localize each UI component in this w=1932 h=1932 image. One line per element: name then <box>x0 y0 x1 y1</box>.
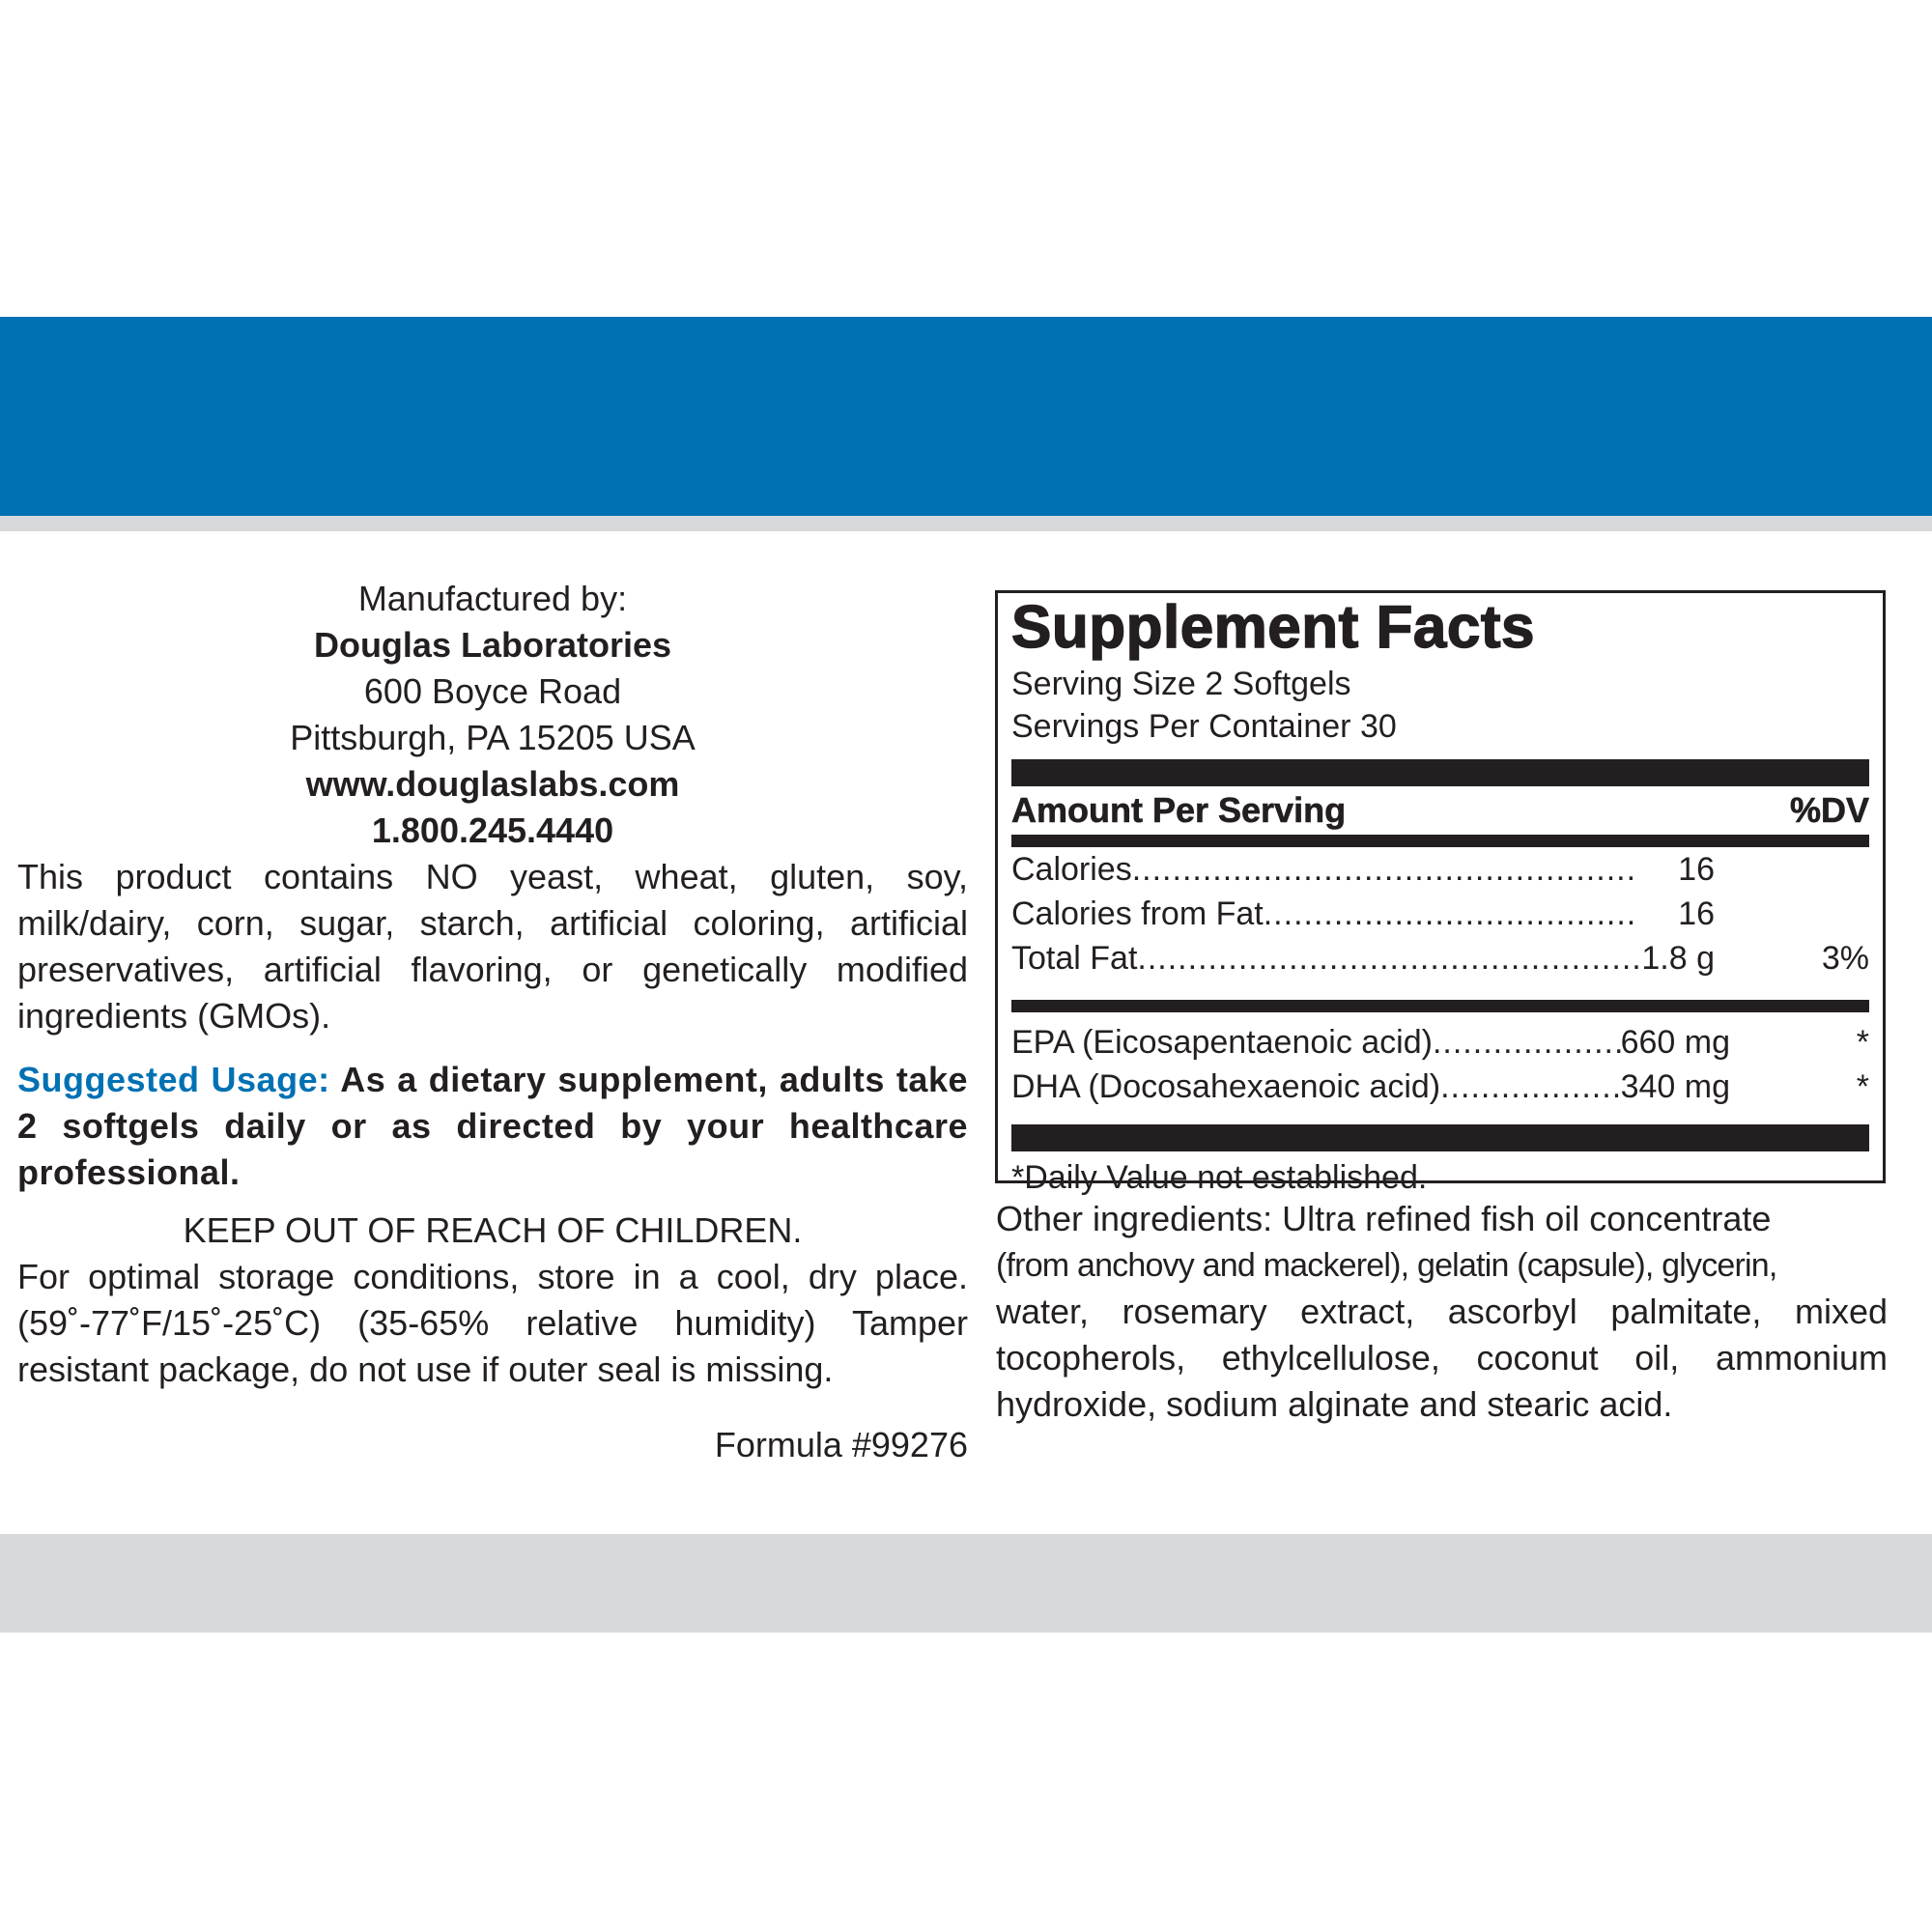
facts-row-amount: 16 <box>1678 851 1715 888</box>
facts-row-dv: 3% <box>1821 940 1869 977</box>
facts-row-dv: * <box>1856 1068 1869 1105</box>
facts-row-leader <box>1433 1020 1621 1065</box>
dv-header: %DV <box>1789 790 1869 830</box>
supplement-facts-panel <box>995 590 1886 1196</box>
facts-row-name: Calories <box>1011 851 1132 888</box>
facts-row-amount: 340 mg <box>1620 1068 1730 1105</box>
facts-row-total-fat <box>1011 936 1869 980</box>
facts-row-epa <box>1011 1020 1869 1065</box>
storage-instructions: For optimal storage conditions, store in a cool, dry place. (59˚-77˚F/15˚-25˚C) (35-65% relative humidity) Tamper resistant package, do not use if outer seal is missing. <box>17 1257 968 1389</box>
facts-row-leader <box>1264 892 1639 936</box>
manufacturer-address-line1: 600 Boyce Road <box>363 671 622 711</box>
footer-band <box>0 1534 1932 1633</box>
manufacturer-company: Douglas Laboratories <box>313 625 672 665</box>
facts-row-leader <box>1137 936 1639 980</box>
facts-divider-thick <box>1011 759 1869 786</box>
facts-row-leader <box>1132 847 1639 892</box>
child-warning: KEEP OUT OF REACH OF CHILDREN. <box>183 1210 803 1250</box>
manufacturer-label: Manufactured by: <box>357 579 628 618</box>
other-ingredients-rest: water, rosemary extract, ascorbyl palmitate, mixed tocopherols, ethylcellulose, coconut oil, ammonium hydroxide, sodium alginate and stearic acid. <box>996 1292 1888 1424</box>
facts-row-amount: 16 <box>1678 895 1715 932</box>
facts-row-amount: 660 mg <box>1620 1024 1730 1061</box>
suggested-usage-label: Suggested Usage: <box>17 1060 330 1099</box>
facts-row-calories-from-fat <box>1011 892 1869 936</box>
facts-divider-bottom <box>1011 1124 1869 1151</box>
amount-per-serving-header: Amount Per Serving <box>1011 790 1347 830</box>
formula-number: Formula #99276 <box>714 1425 968 1464</box>
facts-row-dv: * <box>1856 1024 1869 1061</box>
servings-per-container: Servings Per Container 30 <box>1011 708 1397 745</box>
facts-row-dha <box>1011 1065 1869 1109</box>
serving-size: Serving Size 2 Softgels <box>1011 666 1351 702</box>
facts-row-amount: 1.8 g <box>1641 940 1715 977</box>
facts-row-name: Total Fat <box>1011 940 1138 977</box>
label-left-column <box>17 576 968 1468</box>
other-ingredients <box>996 1196 1888 1428</box>
facts-row-name: EPA (Eicosapentaenoic acid) <box>1011 1024 1433 1061</box>
header-band <box>0 317 1932 516</box>
manufacturer-address-line2: Pittsburgh, PA 15205 USA <box>290 718 696 757</box>
manufacturer-block <box>17 576 968 854</box>
supplement-facts-title: Supplement Facts <box>1011 594 1535 661</box>
facts-row-leader <box>1440 1065 1620 1109</box>
facts-row-calories <box>1011 847 1869 892</box>
header-divider <box>0 516 1932 531</box>
facts-header-row <box>1011 786 1869 835</box>
facts-divider-mid-2 <box>1011 1000 1869 1012</box>
facts-row-name: DHA (Docosahexaenoic acid) <box>1011 1068 1441 1105</box>
suggested-usage-text: As a dietary supplement, adults take 2 softgels daily or as directed by your healthcare professional. <box>17 1060 968 1192</box>
facts-divider-mid <box>1011 835 1869 847</box>
free-from-statement: This product contains NO yeast, wheat, gluten, soy, milk/dairy, corn, sugar, starch, artificial coloring, artificial preservatives, artificial flavoring, or genetically modified ingredients (GMOs). <box>17 857 968 1036</box>
facts-row-name: Calories from Fat <box>1011 895 1264 932</box>
suggested-usage <box>17 1057 968 1196</box>
other-ingredients-line1: Other ingredients: Ultra refined fish oil concentrate <box>996 1199 1772 1238</box>
manufacturer-website: www.douglaslabs.com <box>305 764 680 804</box>
manufacturer-phone: 1.800.245.4440 <box>371 810 614 850</box>
other-ingredients-line2: (from anchovy and mackerel), gelatin (capsule), glycerin, <box>996 1247 1777 1284</box>
facts-footnote: *Daily Value not established. <box>1011 1159 1428 1196</box>
